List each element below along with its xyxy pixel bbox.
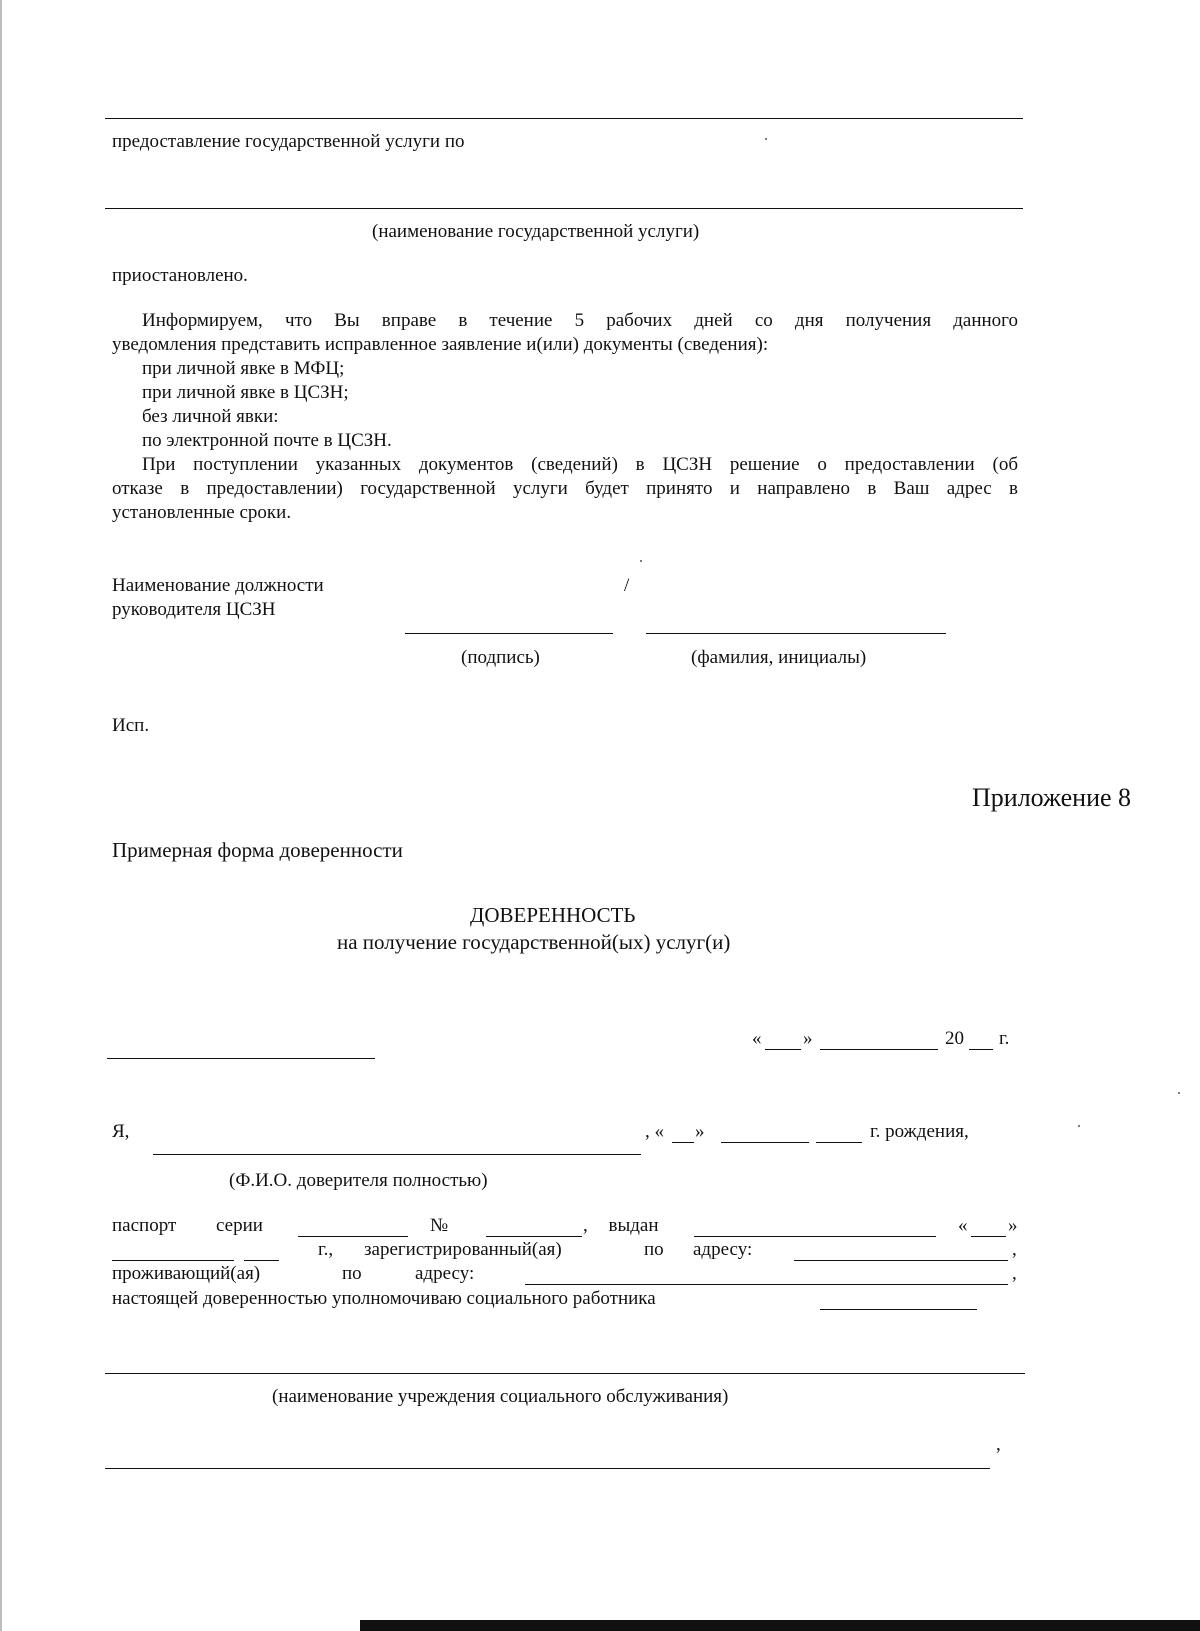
notice-option: по электронной почте в ЦСЗН.: [142, 430, 392, 451]
date-close: »: [803, 1028, 813, 1049]
living-label: проживающий(ая): [112, 1263, 261, 1284]
issued-month-line: [112, 1260, 234, 1261]
position-label: Наименование должности: [112, 575, 324, 596]
service-name-line: [105, 208, 1023, 209]
scan-speck: [765, 138, 767, 140]
date-open: «: [752, 1028, 762, 1049]
birth-open: , «: [645, 1121, 664, 1142]
fio-caption: (Ф.И.О. доверителя полностью): [229, 1170, 488, 1191]
living-address-label: адресу:: [415, 1263, 475, 1284]
notice-line: уведомления представить исправленное заявление и(или) документы (сведения):: [112, 334, 769, 355]
day-line: [765, 1049, 801, 1050]
suspended-text: приостановлено.: [112, 265, 248, 286]
passport-label: паспорт: [112, 1215, 177, 1236]
institution-caption: (наименование учреждения социального обслуживания): [272, 1386, 729, 1407]
service-name-caption: (наименование государственной услуги): [372, 221, 700, 242]
service-prefix: предоставление государственной услуги по: [112, 131, 465, 152]
year-line: [969, 1049, 993, 1050]
appendix-label: Приложение 8: [972, 783, 1132, 812]
year-prefix: 20: [945, 1028, 964, 1049]
registered-address-line: [794, 1260, 1008, 1261]
notice-line: установленные сроки.: [112, 502, 292, 523]
number-sign: №: [430, 1215, 449, 1236]
name-caption: (фамилия, инициалы): [691, 647, 867, 668]
notice-option: без личной явки:: [142, 406, 279, 427]
scan-speck: [640, 560, 642, 562]
registered-at: по: [644, 1239, 664, 1260]
scan-speck: [1078, 1125, 1080, 1127]
living-comma: ,: [1012, 1263, 1017, 1284]
scan-speck: [1178, 1092, 1180, 1094]
signature-line: [405, 633, 613, 634]
scan-artifact: [360, 1620, 1200, 1631]
birth-day-line: [672, 1142, 694, 1143]
notice-option: при личной явке в ЦСЗН;: [142, 382, 349, 403]
institution-line: [105, 1373, 1025, 1374]
notice-line: Информируем, что Вы вправе в течение 5 рабочих дней со дня получения данного: [142, 310, 1018, 331]
social-worker-line: [820, 1309, 977, 1310]
birth-close: »: [695, 1121, 705, 1142]
number-line: [486, 1236, 582, 1237]
trailing-comma: ,: [996, 1434, 1001, 1455]
registered-comma: ,: [1012, 1239, 1017, 1260]
doc-title: ДОВЕРЕННОСТЬ: [470, 903, 636, 927]
month-line: [820, 1049, 938, 1050]
issued-by-line: [694, 1236, 936, 1237]
issued-day-line: [971, 1236, 1006, 1237]
issued-year-line: [244, 1260, 279, 1261]
scan-edge: [0, 0, 2, 1631]
notice-option: при личной явке в МФЦ;: [142, 358, 345, 379]
authorize-text: настоящей доверенностью уполномочиваю социального работника: [112, 1288, 656, 1309]
fio-line: [153, 1154, 641, 1155]
year-suffix: г.: [999, 1028, 1010, 1049]
series-label: серии: [216, 1215, 263, 1236]
registered-address-label: адресу:: [693, 1239, 753, 1260]
notice-line: При поступлении указанных документов (сведений) в ЦСЗН решение о предоставлении (об: [142, 454, 1018, 475]
issued-date-open: «: [958, 1215, 968, 1236]
form-title: Примерная форма доверенности: [112, 838, 403, 862]
registered-label: зарегистрированный(ая): [364, 1239, 562, 1260]
executor-label: Исп.: [112, 715, 150, 736]
living-address-line: [525, 1284, 1008, 1285]
living-at: по: [342, 1263, 362, 1284]
doc-subtitle: на получение государственной(ых) услуг(и): [337, 930, 731, 954]
signature-caption: (подпись): [461, 647, 540, 668]
name-line: [646, 633, 946, 634]
series-line: [298, 1236, 408, 1237]
issued-label: , выдан: [583, 1215, 659, 1236]
birth-year-line: [816, 1142, 862, 1143]
signature-slash: /: [624, 575, 630, 596]
blank-line: [105, 118, 1023, 119]
issued-date-close: »: [1008, 1215, 1018, 1236]
year-label: г.,: [318, 1239, 334, 1260]
place-line: [107, 1058, 375, 1059]
birth-suffix: г. рождения,: [870, 1121, 969, 1142]
final-line: [105, 1468, 990, 1469]
i-label: Я,: [112, 1121, 130, 1142]
notice-line: отказе в предоставлении) государственной услуги будет принято и направлено в Ваш адрес в: [112, 478, 1018, 499]
position-label: руководителя ЦСЗН: [112, 599, 276, 620]
birth-month-line: [721, 1142, 809, 1143]
